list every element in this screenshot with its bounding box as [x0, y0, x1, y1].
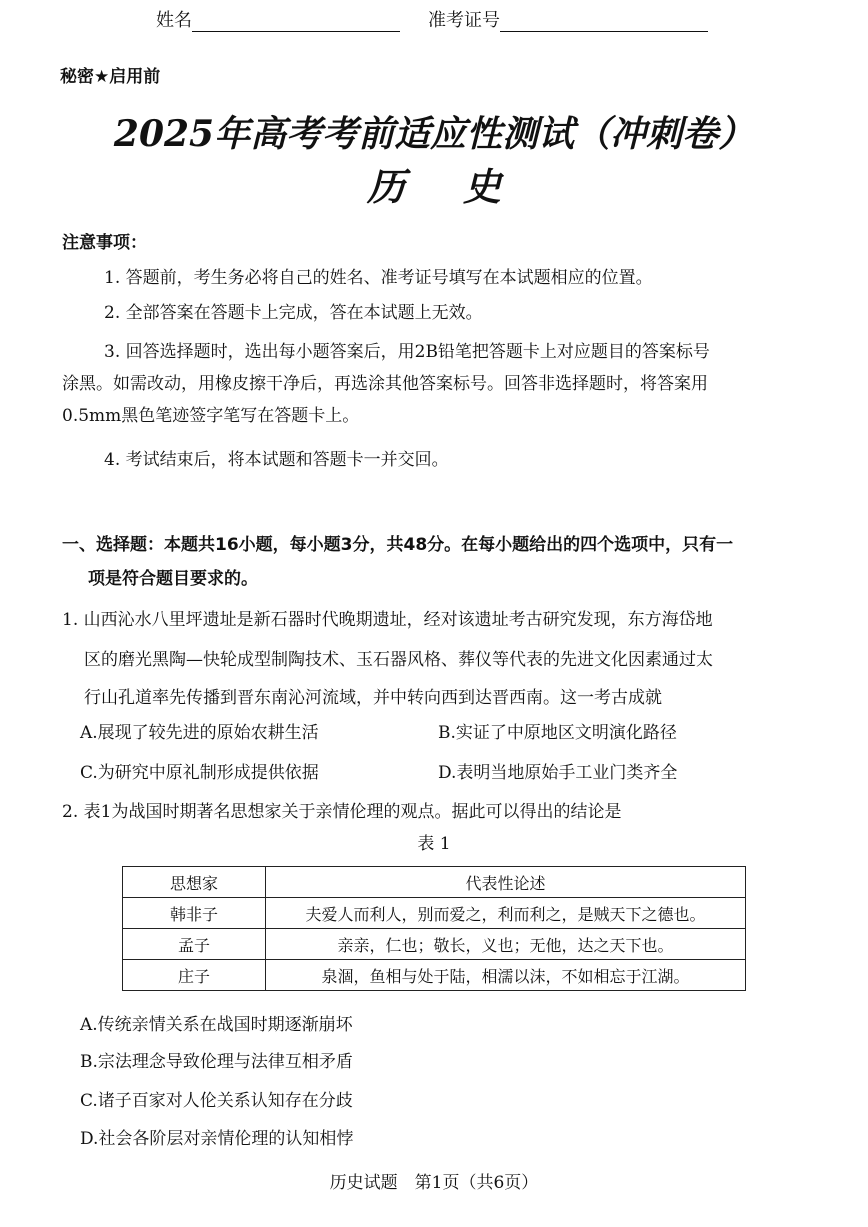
name-field: [156, 6, 400, 32]
notice-item-4: 4. 考试结束后，将本试题和答题卡一并交回。: [104, 450, 449, 470]
notice-item-1: 1. 答题前，考生务必将自己的姓名、准考证号填写在本试题相应的位置。: [104, 268, 653, 288]
name-underline[interactable]: [192, 11, 400, 32]
section-heading: [62, 528, 812, 596]
q1-line-2: 区的磨光黑陶—快轮成型制陶技术、玉石器风格、葬仪等代表的先进文化因素通过太: [84, 650, 713, 670]
thinkers-table: [122, 866, 746, 991]
notice-item-3: 3. 回答选择题时，选出每小题答案后，用2B铅笔把答题卡上对应题目的答案标号: [104, 342, 710, 362]
table-header-statement: 代表性论述: [266, 867, 746, 898]
section-heading-line-2: 项是符合题目要求的。: [88, 569, 258, 589]
exam-id-underline[interactable]: [500, 11, 708, 32]
subject-title: 历史: [366, 164, 559, 209]
table-header-row: [123, 867, 746, 898]
name-label: 姓名: [156, 10, 192, 31]
exam-id-label: 准考证号: [428, 10, 500, 31]
q2-option-a[interactable]: A.传统亲情关系在战国时期逐渐崩坏: [80, 1015, 353, 1035]
q1-line-3: 行山孔道率先传播到晋东南沁河流域，并中转向西到达晋西南。这一考古成就: [84, 688, 662, 708]
table-cell-statement: 泉涸，鱼相与处于陆，相濡以沫，不如相忘于江湖。: [266, 960, 746, 991]
table-cell-statement: 夫爱人而利人，别而爱之，利而利之，是贼天下之德也。: [266, 898, 746, 929]
table-header-thinker: 思想家: [123, 867, 266, 898]
table-row: [123, 960, 746, 991]
table-cell-thinker: 孟子: [123, 929, 266, 960]
exam-id-field: [428, 6, 708, 32]
notice-item-3-cont-2: 0.5mm黑色笔迹签字笔写在答题卡上。: [62, 406, 360, 426]
notice-item-2: 2. 全部答案在答题卡上完成，答在本试题上无效。: [104, 303, 483, 323]
q2-option-b[interactable]: B.宗法理念导致伦理与法律互相矛盾: [80, 1052, 353, 1072]
secret-label: 秘密★启用前: [60, 67, 161, 87]
table-cell-thinker: 庄子: [123, 960, 266, 991]
q1-option-a[interactable]: A.展现了较先进的原始农耕生活: [80, 723, 319, 743]
q2-option-c[interactable]: C.诸子百家对人伦关系认知存在分歧: [80, 1091, 353, 1111]
page-footer: 历史试题 第1页（共6页）: [329, 1173, 539, 1193]
table-caption: 表 1: [417, 834, 451, 854]
q2-stem: 2. 表1为战国时期著名思想家关于亲情伦理的观点。据此可以得出的结论是: [62, 802, 622, 822]
table-row: [123, 898, 746, 929]
q1-option-c[interactable]: C.为研究中原礼制形成提供依据: [80, 763, 319, 783]
section-heading-line-1: 一、选择题：本题共16小题，每小题3分，共48分。在每小题给出的四个选项中，只有一: [62, 535, 734, 555]
q2-option-d[interactable]: D.社会各阶层对亲情伦理的认知相悖: [80, 1129, 354, 1149]
notice-heading: 注意事项：: [62, 233, 147, 253]
q1-option-d[interactable]: D.表明当地原始手工业门类齐全: [438, 763, 678, 783]
exam-title: 2025年高考考前适应性测试（冲刺卷）: [113, 113, 755, 155]
table-row: [123, 929, 746, 960]
notice-item-3-cont-1: 涂黑。如需改动，用橡皮擦干净后，再选涂其他答案标号。回答非选择题时，将答案用: [62, 374, 708, 394]
q1-line-1: 1. 山西沁水八里坪遗址是新石器时代晚期遗址，经对该遗址考古研究发现，东方海岱地: [62, 610, 713, 630]
table-cell-statement: 亲亲，仁也；敬长，义也；无他，达之天下也。: [266, 929, 746, 960]
q1-option-b[interactable]: B.实证了中原地区文明演化路径: [438, 723, 677, 743]
table-cell-thinker: 韩非子: [123, 898, 266, 929]
